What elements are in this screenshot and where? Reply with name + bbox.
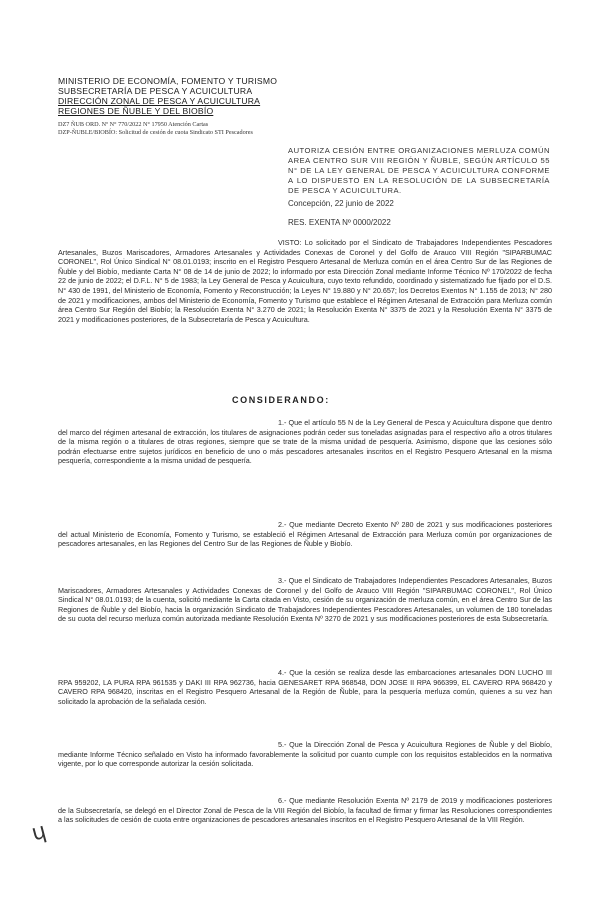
- reference-line-1: DZ7 ÑUB ORD. Nº N° 770/2022 N° 17950 Atención Cartas: [58, 121, 209, 128]
- considerando-paragraph-5: [58, 740, 552, 769]
- visto-paragraph: [58, 238, 552, 324]
- resolution-title: AUTORIZA CESIÓN ENTRE ORGANIZACIONES MERLUZA COMÚN AREA CENTRO SUR VIII REGIÓN Y ÑUBLE, SEGÚN ARTÍCULO 55 N° DE LA LEY GENERAL DE PESCA Y ACUICULTURA CONFORME A LO DISPUESTO EN LA RESOLUCIÓN DE LA SUBSECRETARÍA DE PESCA Y ACUICULTURA.: [288, 146, 550, 195]
- considerando-paragraph-3: [58, 576, 552, 624]
- considerando-paragraph-4: [58, 668, 552, 706]
- considerando-paragraph-2: [58, 520, 552, 549]
- paragraph-1-text: 1.- Que el artículo 55 N de la Ley General de Pesca y Acuicultura dispone que dentro del marco del régimen artesanal de extracción, los titulares de asignaciones podrán ceder sus toneladas asignadas para el respectivo año a otros titulares de la misma región o a titulares de otras regiones, siempre que se trate de la misma unidad de pesquería. Asimismo, dispone que las cesiones sólo podrán efectuarse entre sujetos jurídicos en beneficio de uno o más pescadores artesanales inscritos en el Registro Pesquero Artesanal en la misma pesquería, correspondiente a la misma unidad de pesquería.: [58, 418, 552, 466]
- resolution-number: RES. EXENTA Nº 0000/2022: [288, 218, 391, 227]
- considerando-paragraph-1: [58, 418, 552, 466]
- handwritten-mark: ɥ: [29, 818, 49, 847]
- paragraph-4-text: 4.- Que la cesión se realiza desde las embarcaciones artesanales DON LUCHO III RPA 959202, LA PURA RPA 961535 y DAKI III RPA 962736, hacia GENESARET RPA 968548, DON JOSE II RPA 966399, EL CAVERO RPA 968420 y CAVERO RPA 968420, inscritas en el Registro Pesquero Artesanal de la Región de Ñuble, para la pesquería merluza común, quienes a su vez han solicitado la aprobación de la señalada cesión.: [58, 668, 552, 706]
- zonal-direction-name: DIRECCIÓN ZONAL DE PESCA Y ACUICULTURA: [58, 96, 261, 106]
- paragraph-3-text: 3.- Que el Sindicato de Trabajadores Independientes Pescadores Artesanales, Buzos Mariscadores, Armadores Artesanales y Actividades Conexas de Coronel y del Golfo de Arauco VIII Región "SIPARBUMAC CORONEL", Rol Único Sindical N° 08.01.0193; de la cuenta, solicitó mediante la Carta citada en Visto, cesión de su organización de merluza común, en el área Centro Sur de las Regiones de Ñuble y del Biobío, hacia la organización Sindicato de Trabajadores Independientes Pescadores Artesanales, un volumen de 180 toneladas de su cuota del recurso merluza común autorizada mediante Resolución Exenta Nº 3270 de 2021 y sus modificaciones posteriores de esta Subsecretaría.: [58, 576, 552, 624]
- visto-text: VISTO: Lo solicitado por el Sindicato de Trabajadores Independientes Pescadores Artesanales, Buzos Mariscadores, Armadores Artesanales y Actividades Conexas de Coronel y del Golfo de Arauco VIII Región "SIPARBUMAC CORONEL", Rol Único Sindical N° 08.01.0193; inscrito en el Registro Pesquero Artesanal de Merluza común en el área Centro Sur de las Regiones de Ñuble y del Biobío, mediante Carta N° 08 de 14 de junio de 2022; lo informado por esta Dirección Zonal mediante Informe Técnico Nº 170/2022 de fecha 22 de junio de 2022; el D.F.L. N° 5 de 1983; la Ley General de Pesca y Acuicultura, cuyo texto refundido, coordinado y sistematizado fue fijado por el D.S. N° 430 de 1991, del Ministerio de Economía, Fomento y Reconstrucción; la Leyes N° 19.880 y N° 20.657; los Decretos Exentos N° 1.155 de 2013; N° 280 de 2021 y modificaciones, ambos del Ministerio de Economía, Fomento y Turismo que establece el Régimen Artesanal de Extracción para Merluza común área Centro Sur Región del Biobío; la Resolución Exenta N° 3.270 de 2021; la Resolución Exenta N° 3375 de 2021 y la Resolución Exenta N° 3375 de 2021 y modificaciones posteriores, de la Subsecretaría de Pesca y Acuicultura.: [58, 238, 552, 324]
- considerando-paragraph-6: [58, 796, 552, 825]
- institution-header: [58, 76, 298, 137]
- ministry-name: MINISTERIO DE ECONOMÍA, FOMENTO Y TURISMO: [58, 76, 278, 86]
- paragraph-2-text: 2.- Que mediante Decreto Exento Nº 280 de 2021 y sus modificaciones posteriores del actual Ministerio de Economía, Fomento y Turismo, se estableció el Régimen Artesanal de Extracción para Merluza común por organizaciones de pescadores artesanales, en las Regiones del Centro Sur de las Regiones de Ñuble y Biobío.: [58, 520, 552, 549]
- reference-line-2: DZP-ÑUBLE/BIOBÍO: Solicitud de cesión de cuota Sindicato STI Pescadores: [58, 129, 253, 136]
- subsecretariat-name: SUBSECRETARÍA DE PESCA Y ACUICULTURA: [58, 86, 253, 96]
- place-and-date: Concepción, 22 junio de 2022: [288, 199, 394, 208]
- paragraph-5-text: 5.- Que la Dirección Zonal de Pesca y Acuicultura Regiones de Ñuble y del Biobío, mediante Informe Técnico señalado en Visto ha informado favorablemente la solicitud por cuanto cumple con los requisitos establecidos en la normativa vigente, por lo que corresponde autorizar la cesión solicitada.: [58, 740, 552, 769]
- considerando-heading: CONSIDERANDO:: [232, 395, 330, 405]
- regions-name: REGIONES DE ÑUBLE Y DEL BIOBÍO: [58, 106, 214, 116]
- paragraph-6-text: 6.- Que mediante Resolución Exenta Nº 2179 de 2019 y modificaciones posteriores de la Subsecretaría, se delegó en el Director Zonal de Pesca de la VIII Región del Biobío, la facultad de firmar y firmar las Resoluciones correspondientes a las solicitudes de cesión de cuota entre organizaciones de pescadores artesanales inscritos en el Registro Pesquero Artesanal de la VIII Región.: [58, 796, 552, 825]
